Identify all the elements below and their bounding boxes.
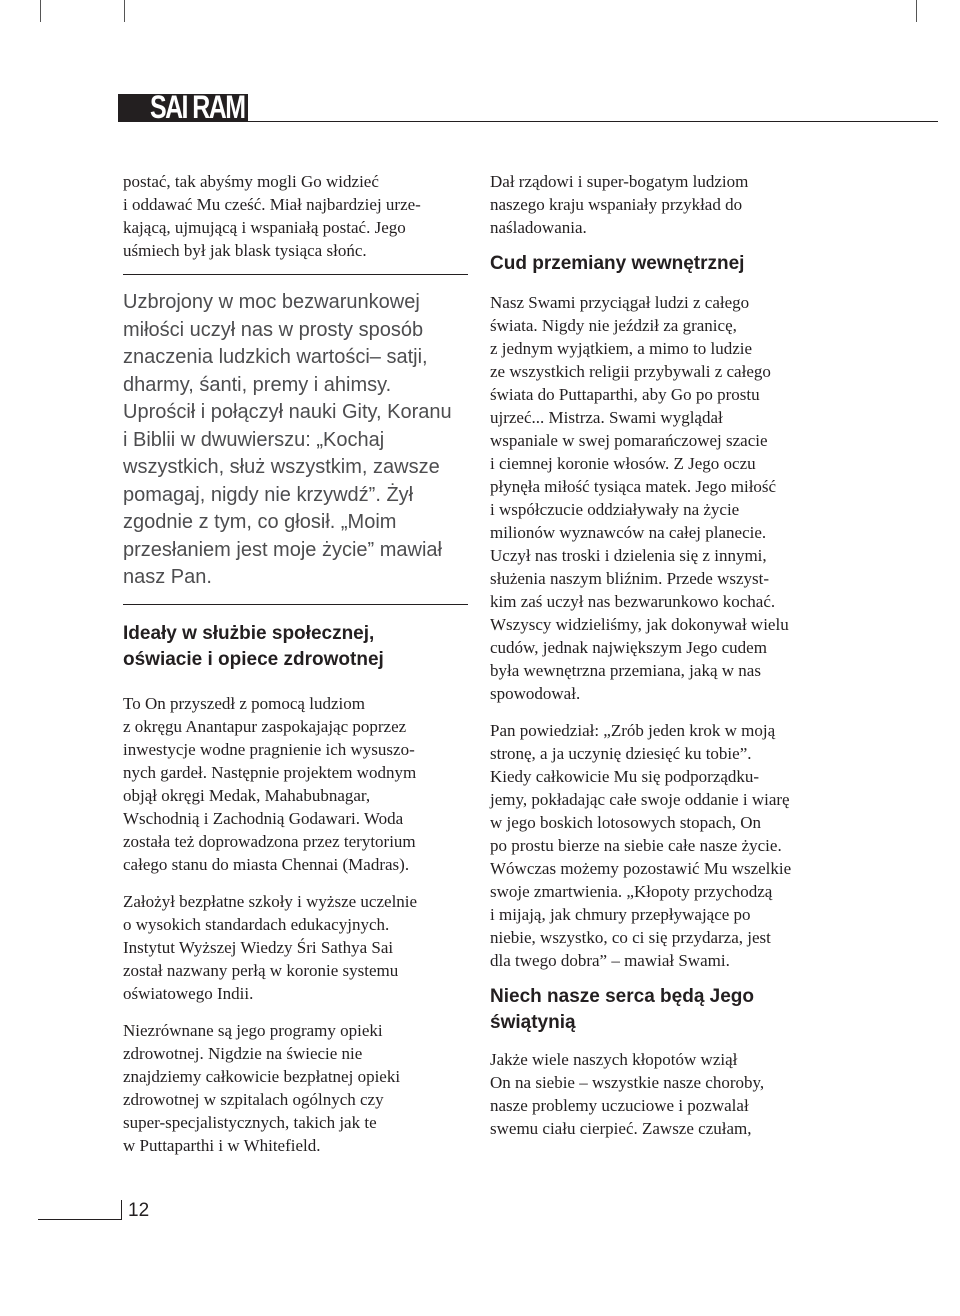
page-number: 12 [128, 1200, 150, 1221]
crop-mark-left [40, 0, 41, 22]
crop-mark-inner [124, 0, 125, 22]
right-paragraph-2: Pan powiedział: „Zrób jeden krok w moją stronę, a ja uczynię dziesięć ku tobie”. Kiedy całkowicie Mu się podporządku- jemy, pokładając całe swoje oddanie i wiarę w jego boskich lotosowych stopach, On po prostu bierze na siebie całe nasze życie. Wówczas możemy pozostawić Mu wszelkie swoje zmartwienia. „Kłopoty przychodzą i mijają, jak chmury przepływające po niebie, wszystko, co ci się przydarza, jest dla twego dobra” – mawiał Swami. [490, 721, 792, 970]
footer-rule [38, 1219, 122, 1220]
right-column [490, 170, 840, 1154]
quote-rule-bottom [123, 604, 468, 605]
right-paragraph-3: Jakże wiele naszych kłopotów wziął On na siebie – wszystkie nasze choroby, nasze problemy uczuciowe i pozwalał swemu ciału cierpieć. Zawsze czułam, [490, 1050, 765, 1138]
left-column [123, 170, 473, 1171]
right-intro-paragraph: Dał rządowi i super-bogatym ludziom naszego kraju wspaniały przykład do naśladowania. [490, 172, 749, 237]
left-paragraph-3: Niezrównane są jego programy opieki zdrowotnej. Nigdzie na świecie nie znajdziemy całkowicie bezpłatnej opieki zdrowotnej w szpitalach ogólnych czy super-specjalistycznych, takich jak te w Puttaparthi i w Whitefield. [123, 1020, 401, 1155]
pull-quote: Uzbrojony w moc bezwarunkowej miłości uczył nas w prosty sposób znaczenia ludzkich wartości– satji, dharmy, śanti, premy i ahimsy. Uprościł i połączył nauki Gity, Koranu i Biblii w dwuwierszu: „Kochaj wszystkich, służ wszystkim, zawsze pomagaj, nigdy nie krzywdź”. Żył zgodnie z tym, co głosił. „Moim przesłaniem jest moje życie” mawiał nasz Pan. [123, 291, 452, 588]
quote-rule-top [123, 274, 468, 275]
section-heading-transformation: Cud przemiany wewnętrznej [490, 253, 745, 274]
header-rule [248, 121, 938, 122]
left-paragraph-1: To On przyszedł z pomocą ludziom z okręgu Anantapur zaspokajając poprzez inwestycje wodne pragnienie ich wysuszo- nych gardeł. Następnie projektem wodnym objął okręgi Medak, Mahabubnagar, Wschodnią i Zachodnią Godawari. Woda została też doprowadzona przez terytorium całego stanu do miasta Chennai (Madras). [123, 693, 417, 874]
left-paragraph-2: Założył bezpłatne szkoły i wyższe uczelnie o wysokich standardach edukacyjnych. Instytut Wyższej Wiedzy Śri Sathya Sai został nazwany perłą w koronie systemu oświatowego Indii. [123, 891, 418, 1003]
footer-divider [121, 1200, 122, 1220]
crop-mark-right [916, 0, 917, 22]
section-heading-ideals: Ideały w służbie społecznej, oświacie i opiece zdrowotnej [123, 622, 384, 670]
header-title: SAI RAM [150, 89, 245, 125]
section-heading-hearts: Niech nasze serca będą Jego świątynią [490, 986, 755, 1033]
right-paragraph-1: Nasz Swami przyciągał ludzi z całego świata. Nigdy nie jeździł za granicę, z jednym wyjątkiem, a mimo to ludzie ze wszystkich religii przybywali z całego świata do Puttaparthi, aby Go po prostu ujrzeć... Mistrza. Swami wyglądał wspaniale w swej pomarańczowej szacie i ciemnej koronie włosów. Z Jego oczu płynęła miłość tysiąca matek. Jego miłość i współczucie oddziaływały na życie milionów wyznawców na całej planecie. Uczył nas troski i dzielenia się z innymi, służenia naszym bliźnim. Przede wszyst- kim zaś uczył nas bezwarunkowo kochać. Wszyscy widzieliśmy, jak dokonywał wielu cudów, jednak największym Jego cudem była wewnętrzna przemiana, jaką w nas spowodował. [490, 293, 789, 703]
left-intro-paragraph: postać, tak abyśmy mogli Go widzieć i oddawać Mu cześć. Miał najbardziej urze- kającą, ujmującą i wspaniałą postać. Jego uśmiech był jak blask tysiąca słońc. [123, 172, 421, 260]
